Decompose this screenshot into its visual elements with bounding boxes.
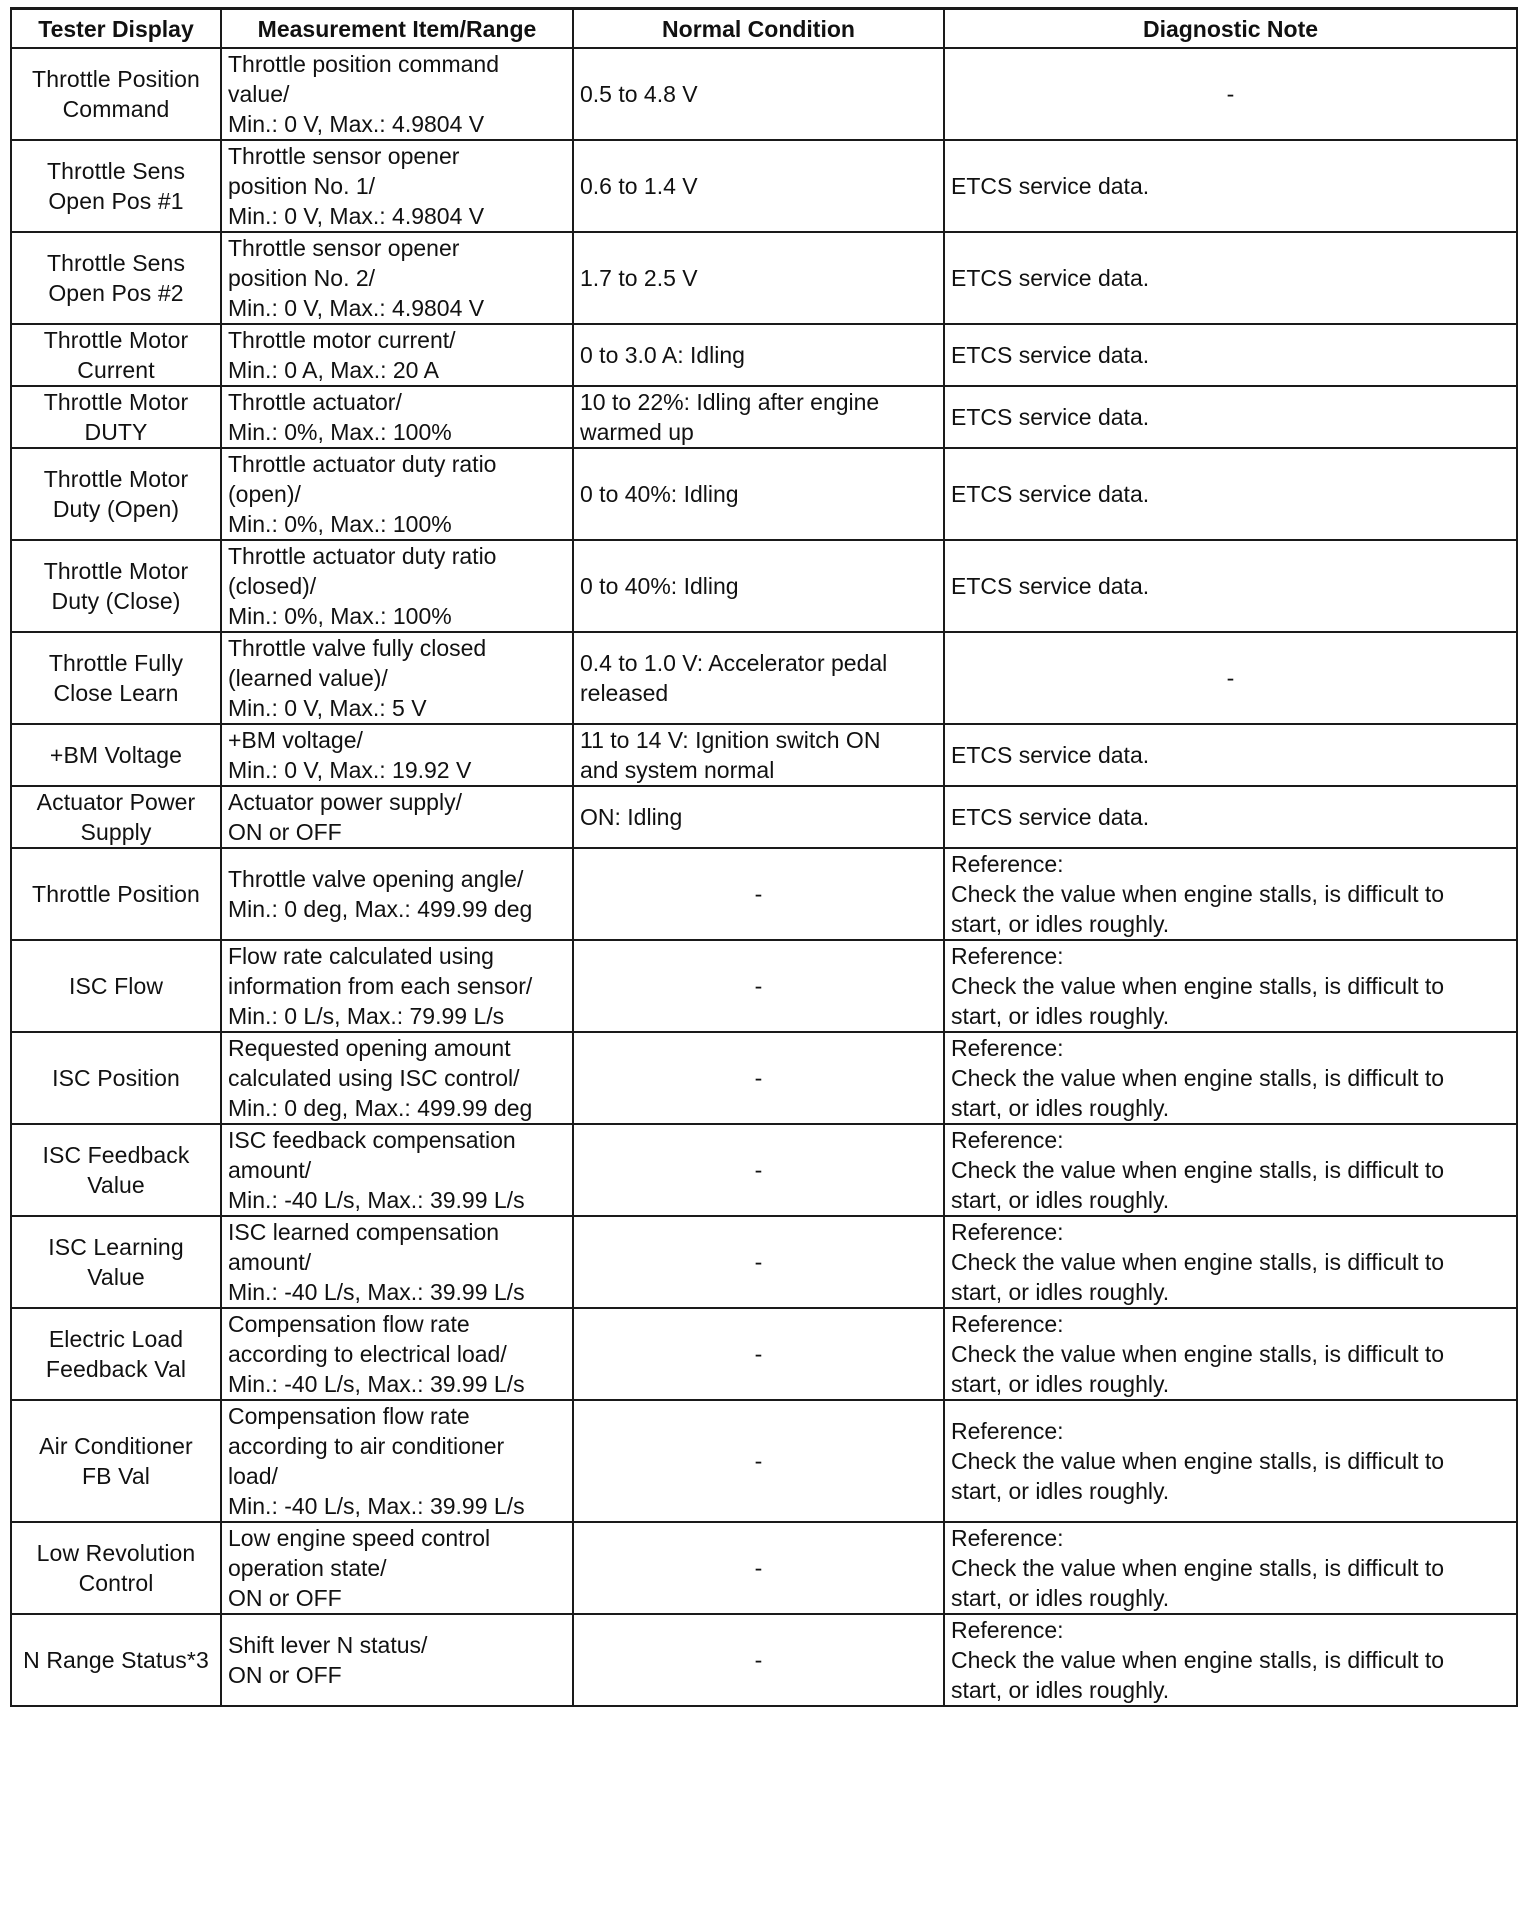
- normal-condition-cell: [573, 386, 944, 448]
- cell-text-line: Throttle actuator duty ratio: [228, 543, 497, 569]
- measurement-item-cell: [221, 848, 573, 940]
- cell-text-line: ETCS service data.: [951, 573, 1150, 599]
- cell-text-line: -: [754, 1647, 763, 1673]
- data-list-table: [10, 7, 1518, 1707]
- cell-text-line: position No. 1/: [228, 173, 376, 199]
- cell-text-line: start, or idles roughly.: [951, 1003, 1170, 1029]
- cell-text-line: ISC Feedback: [42, 1142, 190, 1168]
- cell-text-line: 10 to 22%: Idling after engine: [580, 389, 880, 415]
- measurement-item-cell: [221, 540, 573, 632]
- cell-text-line: ETCS service data.: [951, 265, 1150, 291]
- cell-text-line: Check the value when engine stalls, is difficult to: [951, 1448, 1445, 1474]
- cell-text-line: (open)/: [228, 481, 301, 507]
- table-row: [11, 48, 1517, 140]
- cell-text-line: start, or idles roughly.: [951, 911, 1170, 937]
- cell-text-line: Check the value when engine stalls, is difficult to: [951, 1249, 1445, 1275]
- tester-display-cell: [11, 48, 221, 140]
- cell-text-line: -: [754, 881, 763, 907]
- cell-text-line: Throttle Sens: [46, 158, 186, 184]
- cell-text-line: Min.: 0 A, Max.: 20 A: [228, 357, 439, 383]
- diagnostic-note-cell: [944, 1400, 1517, 1522]
- normal-condition-cell: [573, 1614, 944, 1706]
- cell-text-line: Min.: 0 deg, Max.: 499.99 deg: [228, 1095, 533, 1121]
- cell-text-line: Value: [87, 1264, 145, 1290]
- cell-text-line: Throttle Fully: [48, 650, 184, 676]
- cell-text-line: Open Pos #2: [48, 280, 184, 306]
- measurement-item-cell: [221, 1522, 573, 1614]
- cell-text-line: Throttle Position: [32, 66, 200, 92]
- cell-text-line: Reference:: [951, 1311, 1064, 1337]
- header-row: [11, 9, 1517, 49]
- normal-condition-cell: [573, 724, 944, 786]
- cell-text-line: information from each sensor/: [228, 973, 533, 999]
- cell-text-line: Throttle valve opening angle/: [228, 866, 524, 892]
- cell-text-line: Check the value when engine stalls, is difficult to: [951, 973, 1445, 999]
- normal-condition-cell: [573, 1216, 944, 1308]
- cell-text-line: 1.7 to 2.5 V: [580, 265, 698, 291]
- tester-display-cell: [11, 1032, 221, 1124]
- measurement-item-cell: [221, 724, 573, 786]
- diagnostic-note-cell: [944, 1308, 1517, 1400]
- cell-text-line: start, or idles roughly.: [951, 1371, 1170, 1397]
- cell-text-line: start, or idles roughly.: [951, 1478, 1170, 1504]
- measurement-item-cell: [221, 324, 573, 386]
- tester-display-cell: [11, 448, 221, 540]
- diagnostic-note-cell: [944, 540, 1517, 632]
- cell-text-line: start, or idles roughly.: [951, 1279, 1170, 1305]
- tester-display-cell: [11, 386, 221, 448]
- cell-text-line: 0.5 to 4.8 V: [580, 81, 698, 107]
- diagnostic-note-cell: [944, 1216, 1517, 1308]
- measurement-item-cell: [221, 1032, 573, 1124]
- diagnostic-note-cell: [944, 140, 1517, 232]
- cell-text-line: ETCS service data.: [951, 481, 1150, 507]
- cell-text-line: Throttle Motor: [43, 389, 189, 415]
- tester-display-cell: [11, 1522, 221, 1614]
- table-row: [11, 140, 1517, 232]
- table-row: [11, 848, 1517, 940]
- cell-text-line: Check the value when engine stalls, is difficult to: [951, 1341, 1445, 1367]
- cell-text-line: -: [754, 1065, 763, 1091]
- cell-text-line: 0.4 to 1.0 V: Accelerator pedal: [580, 650, 888, 676]
- header-measurement-item: Measurement Item/Range: [221, 9, 573, 49]
- cell-text-line: Flow rate calculated using: [228, 943, 494, 969]
- cell-text-line: ISC learned compensation: [228, 1219, 500, 1245]
- cell-text-line: released: [580, 680, 669, 706]
- cell-text-line: -: [754, 1249, 763, 1275]
- cell-text-line: Check the value when engine stalls, is difficult to: [951, 1555, 1445, 1581]
- cell-text-line: Low Revolution: [36, 1540, 196, 1566]
- table-row: [11, 1216, 1517, 1308]
- cell-text-line: Compensation flow rate: [228, 1403, 470, 1429]
- normal-condition-cell: [573, 448, 944, 540]
- cell-text-line: Duty (Close): [51, 588, 181, 614]
- cell-text-line: Throttle sensor opener: [228, 235, 460, 261]
- diagnostic-note-cell: [944, 324, 1517, 386]
- table-row: [11, 540, 1517, 632]
- cell-text-line: ON: Idling: [580, 804, 683, 830]
- cell-text-line: Throttle position command: [228, 51, 500, 77]
- cell-text-line: Close Learn: [53, 680, 179, 706]
- cell-text-line: Reference:: [951, 1035, 1064, 1061]
- cell-text-line: Min.: 0 L/s, Max.: 79.99 L/s: [228, 1003, 505, 1029]
- tester-display-cell: [11, 940, 221, 1032]
- cell-text-line: Throttle Motor: [43, 466, 189, 492]
- table-row: [11, 724, 1517, 786]
- cell-text-line: start, or idles roughly.: [951, 1187, 1170, 1213]
- table-row: [11, 632, 1517, 724]
- cell-text-line: position No. 2/: [228, 265, 376, 291]
- cell-text-line: Min.: -40 L/s, Max.: 39.99 L/s: [228, 1187, 525, 1213]
- measurement-item-cell: [221, 1400, 573, 1522]
- cell-text-line: Requested opening amount: [228, 1035, 511, 1061]
- cell-text-line: +BM voltage/: [228, 727, 363, 753]
- cell-text-line: Current: [77, 357, 155, 383]
- diagnostic-note-cell: [944, 632, 1517, 724]
- header-normal-condition: Normal Condition: [573, 9, 944, 49]
- table-row: [11, 1614, 1517, 1706]
- cell-text-line: Value: [87, 1172, 145, 1198]
- tester-display-cell: [11, 324, 221, 386]
- diagnostic-note-cell: [944, 724, 1517, 786]
- cell-text-line: ETCS service data.: [951, 804, 1150, 830]
- cell-text-line: according to electrical load/: [228, 1341, 507, 1367]
- cell-text-line: operation state/: [228, 1555, 387, 1581]
- cell-text-line: Min.: 0 V, Max.: 5 V: [228, 695, 427, 721]
- cell-text-line: Supply: [80, 819, 152, 845]
- cell-text-line: -: [1226, 81, 1235, 107]
- cell-text-line: Min.: 0%, Max.: 100%: [228, 603, 452, 629]
- tester-display-cell: [11, 1308, 221, 1400]
- cell-text-line: Throttle Motor: [43, 558, 189, 584]
- cell-text-line: ETCS service data.: [951, 173, 1150, 199]
- cell-text-line: Min.: 0%, Max.: 100%: [228, 419, 452, 445]
- table-row: [11, 1522, 1517, 1614]
- diagnostic-note-cell: [944, 448, 1517, 540]
- table-row: [11, 386, 1517, 448]
- cell-text-line: ETCS service data.: [951, 342, 1150, 368]
- cell-text-line: ON or OFF: [228, 1585, 342, 1611]
- diagnostic-note-cell: [944, 386, 1517, 448]
- cell-text-line: Throttle actuator/: [228, 389, 402, 415]
- cell-text-line: Reference:: [951, 1127, 1064, 1153]
- cell-text-line: Command: [62, 96, 170, 122]
- normal-condition-cell: [573, 848, 944, 940]
- normal-condition-cell: [573, 1400, 944, 1522]
- normal-condition-cell: [573, 632, 944, 724]
- cell-text-line: Min.: 0 V, Max.: 4.9804 V: [228, 111, 485, 137]
- cell-text-line: 0.6 to 1.4 V: [580, 173, 698, 199]
- cell-text-line: 0 to 3.0 A: Idling: [580, 342, 745, 368]
- diagnostic-note-cell: [944, 1522, 1517, 1614]
- cell-text-line: according to air conditioner: [228, 1433, 505, 1459]
- cell-text-line: Reference:: [951, 1219, 1064, 1245]
- cell-text-line: DUTY: [84, 419, 148, 445]
- cell-text-line: ETCS service data.: [951, 742, 1150, 768]
- tester-display-cell: [11, 724, 221, 786]
- cell-text-line: Throttle Position: [32, 881, 200, 907]
- cell-text-line: Throttle actuator duty ratio: [228, 451, 497, 477]
- cell-text-line: Reference:: [951, 851, 1064, 877]
- cell-text-line: Compensation flow rate: [228, 1311, 470, 1337]
- normal-condition-cell: [573, 1032, 944, 1124]
- cell-text-line: -: [754, 973, 763, 999]
- cell-text-line: Reference:: [951, 1418, 1064, 1444]
- cell-text-line: start, or idles roughly.: [951, 1677, 1170, 1703]
- cell-text-line: Throttle valve fully closed: [228, 635, 487, 661]
- normal-condition-cell: [573, 232, 944, 324]
- cell-text-line: Actuator Power: [36, 789, 196, 815]
- diagnostic-note-cell: [944, 1124, 1517, 1216]
- diagnostic-note-cell: [944, 48, 1517, 140]
- table-row: [11, 1400, 1517, 1522]
- header-tester-display: Tester Display: [11, 9, 221, 49]
- measurement-item-cell: [221, 48, 573, 140]
- diagnostic-note-cell: [944, 1032, 1517, 1124]
- diagnostic-note-cell: [944, 848, 1517, 940]
- tester-display-cell: [11, 1400, 221, 1522]
- cell-text-line: FB Val: [82, 1463, 150, 1489]
- diagnostic-note-cell: [944, 1614, 1517, 1706]
- diagnostic-note-cell: [944, 232, 1517, 324]
- cell-text-line: ISC Learning: [48, 1234, 184, 1260]
- diagnostic-note-cell: [944, 786, 1517, 848]
- measurement-item-cell: [221, 632, 573, 724]
- measurement-item-cell: [221, 232, 573, 324]
- table-row: [11, 1124, 1517, 1216]
- cell-text-line: ON or OFF: [228, 1662, 342, 1688]
- cell-text-line: calculated using ISC control/: [228, 1065, 520, 1091]
- measurement-item-cell: [221, 386, 573, 448]
- table-row: [11, 1308, 1517, 1400]
- tester-display-cell: [11, 540, 221, 632]
- table-row: [11, 786, 1517, 848]
- cell-text-line: Min.: 0 deg, Max.: 499.99 deg: [228, 896, 533, 922]
- cell-text-line: Min.: -40 L/s, Max.: 39.99 L/s: [228, 1371, 525, 1397]
- measurement-item-cell: [221, 940, 573, 1032]
- table-row: [11, 940, 1517, 1032]
- cell-text-line: Min.: -40 L/s, Max.: 39.99 L/s: [228, 1493, 525, 1519]
- cell-text-line: warmed up: [580, 419, 694, 445]
- tester-display-cell: [11, 1614, 221, 1706]
- tester-display-cell: [11, 232, 221, 324]
- table-row: [11, 232, 1517, 324]
- cell-text-line: Min.: 0 V, Max.: 4.9804 V: [228, 295, 485, 321]
- tester-display-cell: [11, 140, 221, 232]
- measurement-item-cell: [221, 1614, 573, 1706]
- cell-text-line: amount/: [228, 1249, 312, 1275]
- cell-text-line: ISC Position: [52, 1065, 180, 1091]
- cell-text-line: amount/: [228, 1157, 312, 1183]
- cell-text-line: Min.: 0 V, Max.: 4.9804 V: [228, 203, 485, 229]
- normal-condition-cell: [573, 140, 944, 232]
- cell-text-line: ETCS service data.: [951, 404, 1150, 430]
- table-row: [11, 448, 1517, 540]
- cell-text-line: Open Pos #1: [48, 188, 184, 214]
- cell-text-line: start, or idles roughly.: [951, 1585, 1170, 1611]
- table-row: [11, 1032, 1517, 1124]
- tester-display-cell: [11, 848, 221, 940]
- cell-text-line: start, or idles roughly.: [951, 1095, 1170, 1121]
- cell-text-line: Throttle motor current/: [228, 327, 456, 353]
- cell-text-line: Reference:: [951, 1525, 1064, 1551]
- cell-text-line: Reference:: [951, 1617, 1064, 1643]
- cell-text-line: 0 to 40%: Idling: [580, 481, 739, 507]
- cell-text-line: Check the value when engine stalls, is difficult to: [951, 1157, 1445, 1183]
- cell-text-line: Feedback Val: [45, 1356, 187, 1382]
- cell-text-line: Throttle Motor: [43, 327, 189, 353]
- cell-text-line: Electric Load: [48, 1326, 184, 1352]
- cell-text-line: -: [754, 1555, 763, 1581]
- cell-text-line: (learned value)/: [228, 665, 388, 691]
- normal-condition-cell: [573, 1522, 944, 1614]
- table-row: [11, 324, 1517, 386]
- cell-text-line: Control: [78, 1570, 154, 1596]
- measurement-item-cell: [221, 1308, 573, 1400]
- cell-text-line: ISC Flow: [68, 973, 164, 999]
- cell-text-line: -: [754, 1341, 763, 1367]
- cell-text-line: Check the value when engine stalls, is difficult to: [951, 881, 1445, 907]
- cell-text-line: Throttle Sens: [46, 250, 186, 276]
- cell-text-line: Duty (Open): [52, 496, 180, 522]
- data-list-table-container: [10, 7, 1516, 1707]
- cell-text-line: -: [754, 1157, 763, 1183]
- cell-text-line: Min.: 0 V, Max.: 19.92 V: [228, 757, 472, 783]
- header-diagnostic-note: Diagnostic Note: [944, 9, 1517, 49]
- cell-text-line: Throttle sensor opener: [228, 143, 460, 169]
- diagnostic-note-cell: [944, 940, 1517, 1032]
- cell-text-line: and system normal: [580, 757, 775, 783]
- cell-text-line: 0 to 40%: Idling: [580, 573, 739, 599]
- cell-text-line: ISC feedback compensation: [228, 1127, 516, 1153]
- cell-text-line: (closed)/: [228, 573, 317, 599]
- normal-condition-cell: [573, 540, 944, 632]
- cell-text-line: load/: [228, 1463, 278, 1489]
- cell-text-line: 11 to 14 V: Ignition switch ON: [580, 727, 881, 753]
- measurement-item-cell: [221, 1124, 573, 1216]
- cell-text-line: Reference:: [951, 943, 1064, 969]
- cell-text-line: Air Conditioner: [39, 1433, 193, 1459]
- measurement-item-cell: [221, 786, 573, 848]
- normal-condition-cell: [573, 1308, 944, 1400]
- table-body: [11, 48, 1517, 1706]
- normal-condition-cell: [573, 1124, 944, 1216]
- cell-text-line: Shift lever N status/: [228, 1632, 428, 1658]
- tester-display-cell: [11, 632, 221, 724]
- tester-display-cell: [11, 1216, 221, 1308]
- cell-text-line: Low engine speed control: [228, 1525, 491, 1551]
- cell-text-line: Min.: 0%, Max.: 100%: [228, 511, 452, 537]
- measurement-item-cell: [221, 1216, 573, 1308]
- normal-condition-cell: [573, 48, 944, 140]
- cell-text-line: Actuator power supply/: [228, 789, 462, 815]
- cell-text-line: +BM Voltage: [49, 742, 183, 768]
- cell-text-line: N Range Status*3: [23, 1647, 209, 1673]
- cell-text-line: -: [1226, 665, 1235, 691]
- cell-text-line: Check the value when engine stalls, is difficult to: [951, 1647, 1445, 1673]
- measurement-item-cell: [221, 448, 573, 540]
- tester-display-cell: [11, 786, 221, 848]
- normal-condition-cell: [573, 940, 944, 1032]
- cell-text-line: -: [754, 1448, 763, 1474]
- cell-text-line: ON or OFF: [228, 819, 342, 845]
- cell-text-line: Min.: -40 L/s, Max.: 39.99 L/s: [228, 1279, 525, 1305]
- normal-condition-cell: [573, 324, 944, 386]
- cell-text-line: Check the value when engine stalls, is difficult to: [951, 1065, 1445, 1091]
- cell-text-line: value/: [228, 81, 290, 107]
- tester-display-cell: [11, 1124, 221, 1216]
- normal-condition-cell: [573, 786, 944, 848]
- measurement-item-cell: [221, 140, 573, 232]
